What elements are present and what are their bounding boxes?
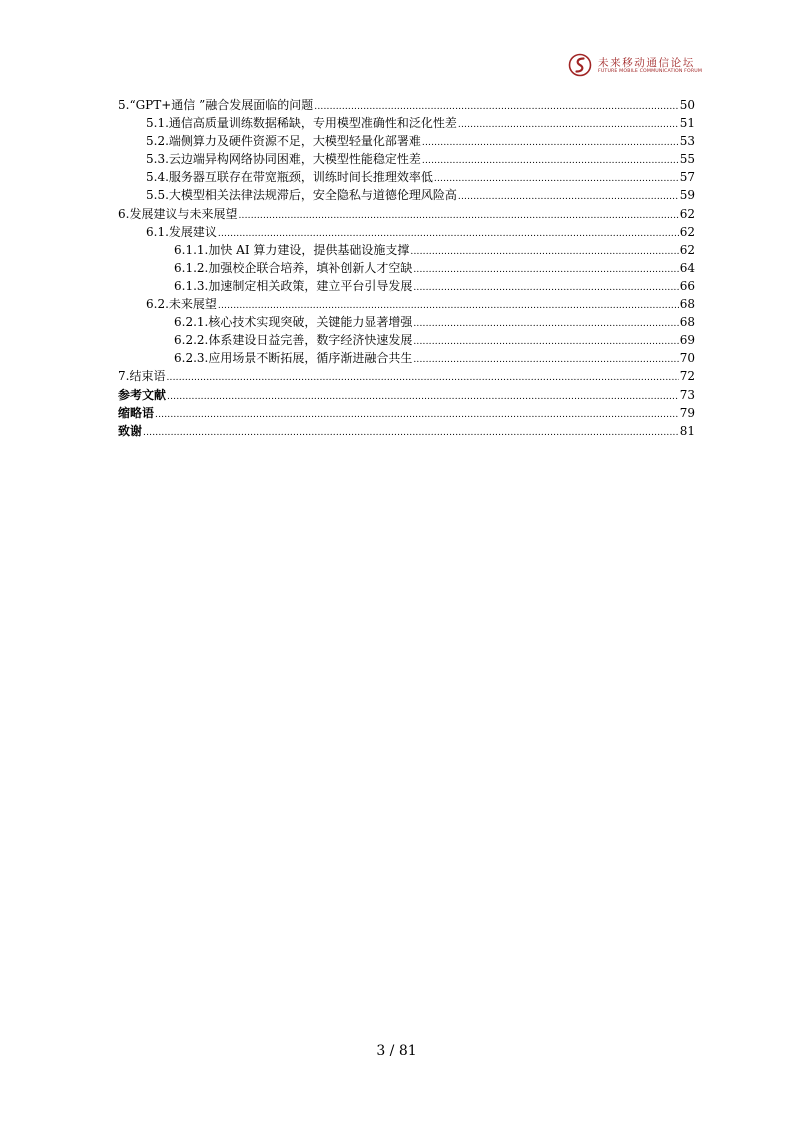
toc-entry-title: 5.5.大模型相关法律法规滞后，安全隐私与道德伦理风险高 bbox=[146, 188, 457, 203]
logo-english-name: FUTURE MOBILE COMMUNICATION FORUM bbox=[598, 69, 703, 74]
table-of-contents bbox=[118, 96, 695, 440]
toc-entry[interactable] bbox=[118, 205, 695, 223]
toc-entry-title: 7.结束语 bbox=[118, 369, 166, 384]
toc-entry[interactable] bbox=[118, 367, 695, 385]
toc-entry-title: 5.3.云边端异构网络协同困难，大模型性能稳定性差 bbox=[146, 152, 421, 167]
toc-entry-title: 6.1.1.加快 AI 算力建设，提供基础设施支撑 bbox=[174, 242, 410, 257]
toc-entry-page: 68 bbox=[679, 315, 695, 330]
toc-entry-page: 53 bbox=[679, 134, 695, 149]
toc-entry-page: 79 bbox=[679, 405, 695, 420]
toc-leader-dots bbox=[458, 188, 679, 206]
toc-entry-page: 57 bbox=[679, 170, 695, 185]
toc-leader-dots bbox=[413, 315, 678, 333]
toc-leader-dots bbox=[413, 351, 678, 369]
toc-entry[interactable] bbox=[118, 386, 695, 404]
toc-entry-title: 6.2.未来展望 bbox=[146, 297, 217, 312]
toc-entry-page: 55 bbox=[679, 152, 695, 167]
page-number: 3 / 81 bbox=[376, 1043, 417, 1059]
toc-leader-dots bbox=[434, 170, 679, 188]
toc-entry-page: 69 bbox=[679, 333, 695, 348]
toc-entry[interactable] bbox=[118, 422, 695, 440]
toc-entry-page: 81 bbox=[679, 423, 695, 438]
toc-entry-title: 5.“GPT+通信 ”融合发展面临的问题 bbox=[118, 98, 314, 112]
toc-entry[interactable] bbox=[118, 404, 695, 422]
toc-entry-page: 72 bbox=[679, 369, 695, 384]
toc-entry-page: 51 bbox=[679, 116, 695, 131]
toc-entry[interactable] bbox=[118, 168, 695, 186]
toc-entry[interactable] bbox=[118, 241, 695, 259]
toc-entry-title: 缩略语 bbox=[118, 405, 155, 420]
toc-leader-dots bbox=[413, 279, 678, 297]
toc-entry-title: 6.2.3.应用场景不断拓展，循序渐进融合共生 bbox=[174, 351, 413, 366]
toc-entry[interactable] bbox=[118, 295, 695, 313]
toc-entry-page: 50 bbox=[679, 98, 695, 112]
toc-entry[interactable] bbox=[118, 186, 695, 204]
toc-leader-dots bbox=[458, 116, 679, 134]
toc-entry[interactable] bbox=[118, 331, 695, 349]
toc-leader-dots bbox=[413, 333, 678, 351]
toc-leader-dots bbox=[167, 388, 679, 406]
toc-entry[interactable] bbox=[118, 349, 695, 367]
toc-entry-title: 6.1.发展建议 bbox=[146, 224, 217, 239]
toc-leader-dots bbox=[166, 369, 678, 387]
forum-logo-icon bbox=[568, 53, 592, 77]
toc-entry-title: 5.4.服务器互联存在带宽瓶颈，训练时间长推理效率低 bbox=[146, 170, 433, 185]
toc-entry-page: 62 bbox=[679, 206, 695, 221]
toc-entry[interactable] bbox=[118, 114, 695, 132]
toc-entry-title: 6.发展建议与未来展望 bbox=[118, 206, 238, 221]
toc-entry[interactable] bbox=[118, 223, 695, 241]
toc-leader-dots bbox=[422, 152, 679, 170]
toc-entry-page: 59 bbox=[679, 188, 695, 203]
toc-entry-title: 6.2.2.体系建设日益完善，数字经济快速发展 bbox=[174, 333, 413, 348]
toc-entry[interactable] bbox=[118, 313, 695, 331]
toc-entry-page: 66 bbox=[679, 278, 695, 293]
toc-entry-page: 62 bbox=[679, 224, 695, 239]
toc-entry-page: 68 bbox=[679, 297, 695, 312]
toc-entry[interactable] bbox=[118, 96, 695, 114]
toc-entry-title: 6.1.3.加速制定相关政策，建立平台引导发展 bbox=[174, 278, 413, 293]
toc-leader-dots bbox=[143, 424, 679, 442]
toc-entry[interactable] bbox=[118, 277, 695, 295]
toc-entry-title: 5.2.端侧算力及硬件资源不足，大模型轻量化部署难 bbox=[146, 134, 421, 149]
toc-leader-dots bbox=[410, 243, 678, 261]
toc-entry-page: 70 bbox=[679, 351, 695, 366]
toc-entry[interactable] bbox=[118, 259, 695, 277]
toc-entry-title: 5.1.通信高质量训练数据稀缺，专用模型准确性和泛化性差 bbox=[146, 116, 457, 131]
toc-entry-page: 64 bbox=[679, 260, 695, 275]
toc-entry-page: 62 bbox=[679, 242, 695, 257]
toc-leader-dots bbox=[413, 261, 678, 279]
toc-entry-page: 73 bbox=[679, 387, 695, 402]
toc-entry-title: 参考文献 bbox=[118, 387, 167, 402]
logo-chinese-name: 未来移动通信论坛 bbox=[598, 57, 695, 69]
toc-entry-title: 6.1.2.加强校企联合培养，填补创新人才空缺 bbox=[174, 260, 413, 275]
toc-entry-title: 致谢 bbox=[118, 423, 143, 438]
toc-leader-dots bbox=[238, 207, 678, 225]
toc-entry[interactable] bbox=[118, 150, 695, 168]
forum-logo bbox=[568, 53, 728, 81]
toc-leader-dots bbox=[155, 406, 679, 424]
toc-entry-title: 6.2.1.核心技术实现突破，关键能力显著增强 bbox=[174, 315, 413, 330]
toc-entry[interactable] bbox=[118, 132, 695, 150]
toc-leader-dots bbox=[422, 134, 679, 152]
